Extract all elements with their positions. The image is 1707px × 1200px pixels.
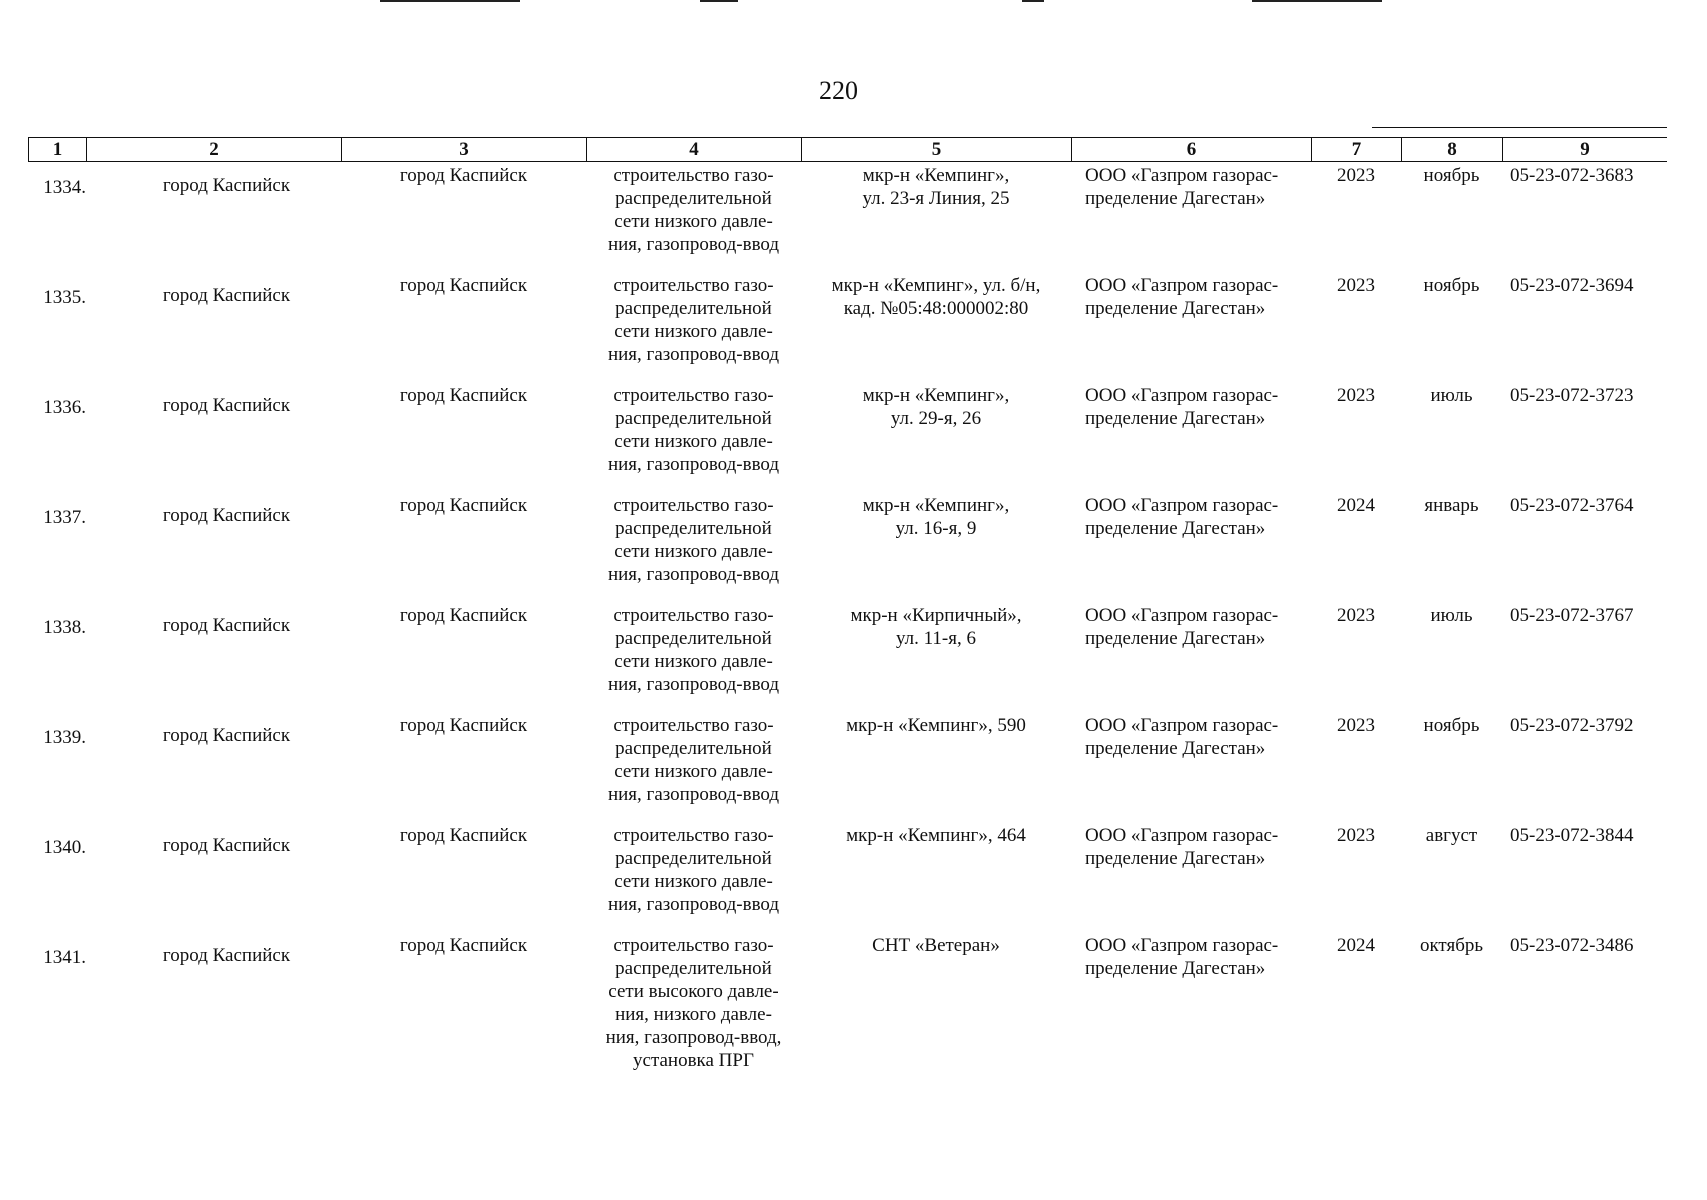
code-cell: 05-23-072-3683	[1510, 165, 1634, 186]
settlement-cell: город Каспийск	[399, 715, 528, 736]
row-number: 1340.	[43, 837, 86, 858]
organization-line: пределение Дагестан»	[1085, 408, 1266, 429]
work-line: строительство газо-	[613, 165, 774, 186]
address-line: мкр-н «Кемпинг», 464	[846, 825, 1026, 846]
work-line: ния, газопровод-ввод,	[605, 1027, 782, 1048]
year-cell: 2023	[1337, 385, 1375, 406]
row-number: 1334.	[43, 177, 86, 198]
work-line: сети высокого давле-	[608, 981, 779, 1002]
month-cell: октябрь	[1419, 935, 1484, 956]
code-cell: 05-23-072-3694	[1510, 275, 1634, 296]
table-row	[28, 492, 1667, 602]
district-cell: город Каспийск	[162, 505, 291, 526]
month-cell: январь	[1424, 495, 1479, 516]
work-line: ния, газопровод-ввод	[607, 344, 780, 365]
work-line: распределительной	[615, 738, 772, 759]
organization-cell	[1071, 712, 1311, 822]
year-cell: 2024	[1337, 495, 1375, 516]
organization-line: ООО «Газпром газорас-	[1085, 605, 1279, 626]
address-cell	[801, 382, 1071, 492]
work-line: строительство газо-	[613, 275, 774, 296]
organization-line: пределение Дагестан»	[1085, 628, 1266, 649]
settlement-cell: город Каспийск	[399, 165, 528, 186]
table-row	[28, 382, 1667, 492]
address-line: ул. 11-я, 6	[895, 628, 976, 649]
column-header: 5	[801, 137, 1071, 161]
work-line: распределительной	[615, 298, 772, 319]
row-number: 1341.	[43, 947, 86, 968]
month-cell: июль	[1430, 605, 1473, 626]
row-number: 1337.	[43, 507, 86, 528]
work-line: сети низкого давле-	[614, 431, 773, 452]
work-line: сети низкого давле-	[614, 871, 773, 892]
month-cell: июль	[1430, 385, 1473, 406]
district-cell: город Каспийск	[162, 835, 291, 856]
column-header: 2	[86, 137, 341, 161]
year-cell: 2023	[1337, 165, 1375, 186]
address-cell	[801, 932, 1071, 1082]
work-line: строительство газо-	[613, 605, 774, 626]
district-cell: город Каспийск	[162, 615, 291, 636]
address-cell	[801, 602, 1071, 712]
work-description-cell	[586, 162, 801, 272]
address-cell	[801, 162, 1071, 272]
year-cell: 2023	[1337, 275, 1375, 296]
row-number: 1335.	[43, 287, 86, 308]
address-line: мкр-н «Кемпинг»,	[862, 385, 1010, 406]
address-line: мкр-н «Кирпичный»,	[850, 605, 1022, 626]
work-description-cell	[586, 272, 801, 382]
organization-line: ООО «Газпром газорас-	[1085, 935, 1279, 956]
code-cell: 05-23-072-3792	[1510, 715, 1634, 736]
work-line: сети низкого давле-	[614, 541, 773, 562]
work-description-cell	[586, 932, 801, 1082]
work-line: распределительной	[615, 518, 772, 539]
table-top-rule	[1372, 127, 1667, 128]
table-row	[28, 822, 1667, 932]
address-line: мкр-н «Кемпинг», ул. б/н,	[831, 275, 1041, 296]
month-cell: ноябрь	[1423, 275, 1480, 296]
month-cell: ноябрь	[1423, 165, 1480, 186]
organization-line: ООО «Газпром газорас-	[1085, 275, 1279, 296]
organization-line: ООО «Газпром газорас-	[1085, 715, 1279, 736]
district-cell: город Каспийск	[162, 725, 291, 746]
page-number: 220	[819, 76, 858, 105]
month-cell: август	[1425, 825, 1478, 846]
table-header	[28, 137, 1667, 162]
work-line: строительство газо-	[613, 715, 774, 736]
month-cell: ноябрь	[1423, 715, 1480, 736]
work-line: ния, газопровод-ввод	[607, 454, 780, 475]
work-line: распределительной	[615, 408, 772, 429]
district-cell: город Каспийск	[162, 285, 291, 306]
column-header: 7	[1311, 137, 1401, 161]
address-line: мкр-н «Кемпинг», 590	[846, 715, 1026, 736]
address-line: СНТ «Ветеран»	[872, 935, 1000, 956]
district-cell: город Каспийск	[162, 945, 291, 966]
organization-line: пределение Дагестан»	[1085, 518, 1266, 539]
work-line: ния, газопровод-ввод	[607, 564, 780, 585]
address-cell	[801, 822, 1071, 932]
code-cell: 05-23-072-3767	[1510, 605, 1634, 626]
organization-line: ООО «Газпром газорас-	[1085, 825, 1279, 846]
work-line: строительство газо-	[613, 935, 774, 956]
work-line: распределительной	[615, 958, 772, 979]
organization-cell	[1071, 382, 1311, 492]
work-line: сети низкого давле-	[614, 651, 773, 672]
column-header: 9	[1502, 137, 1667, 161]
column-header: 3	[341, 137, 586, 161]
row-number: 1338.	[43, 617, 86, 638]
organization-line: ООО «Газпром газорас-	[1085, 165, 1279, 186]
data-table	[28, 137, 1667, 1082]
work-line: ния, газопровод-ввод	[607, 894, 780, 915]
table-row	[28, 162, 1667, 272]
settlement-cell: город Каспийск	[399, 275, 528, 296]
year-cell: 2023	[1337, 715, 1375, 736]
work-line: сети низкого давле-	[614, 321, 773, 342]
organization-cell	[1071, 272, 1311, 382]
work-line: строительство газо-	[613, 385, 774, 406]
settlement-cell: город Каспийск	[399, 825, 528, 846]
settlement-cell: город Каспийск	[399, 385, 528, 406]
organization-cell	[1071, 932, 1311, 1082]
organization-line: пределение Дагестан»	[1085, 738, 1266, 759]
table-row	[28, 712, 1667, 822]
organization-line: пределение Дагестан»	[1085, 298, 1266, 319]
column-header: 6	[1071, 137, 1311, 161]
work-line: сети низкого давле-	[614, 211, 773, 232]
address-line: ул. 29-я, 26	[890, 408, 982, 429]
organization-cell	[1071, 602, 1311, 712]
work-line: ния, газопровод-ввод	[607, 784, 780, 805]
scan-mark	[1022, 0, 1044, 2]
scan-mark	[1252, 0, 1382, 2]
organization-line: ООО «Газпром газорас-	[1085, 495, 1279, 516]
table-row	[28, 272, 1667, 382]
organization-cell	[1071, 492, 1311, 602]
address-line: ул. 23-я Линия, 25	[862, 188, 1010, 209]
code-cell: 05-23-072-3486	[1510, 935, 1634, 956]
settlement-cell: город Каспийск	[399, 605, 528, 626]
organization-line: пределение Дагестан»	[1085, 848, 1266, 869]
settlement-cell: город Каспийск	[399, 935, 528, 956]
organization-cell	[1071, 162, 1311, 272]
table-row	[28, 932, 1667, 1082]
work-description-cell	[586, 492, 801, 602]
work-line: ния, низкого давле-	[615, 1004, 772, 1025]
work-line: строительство газо-	[613, 495, 774, 516]
code-cell: 05-23-072-3723	[1510, 385, 1634, 406]
organization-line: ООО «Газпром газорас-	[1085, 385, 1279, 406]
district-cell: город Каспийск	[162, 175, 291, 196]
year-cell: 2023	[1337, 825, 1375, 846]
row-number: 1339.	[43, 727, 86, 748]
address-cell	[801, 712, 1071, 822]
work-line: установка ПРГ	[633, 1050, 754, 1071]
work-description-cell	[586, 712, 801, 822]
code-cell: 05-23-072-3764	[1510, 495, 1634, 516]
address-cell	[801, 272, 1071, 382]
work-line: ния, газопровод-ввод	[607, 674, 780, 695]
address-line: ул. 16-я, 9	[895, 518, 977, 539]
work-line: распределительной	[615, 848, 772, 869]
row-number: 1336.	[43, 397, 86, 418]
scan-mark	[700, 0, 738, 2]
address-line: кад. №05:48:000002:80	[843, 298, 1029, 319]
code-cell: 05-23-072-3844	[1510, 825, 1634, 846]
column-header: 4	[586, 137, 801, 161]
table-body	[28, 162, 1667, 1082]
work-line: строительство газо-	[613, 825, 774, 846]
work-line: ния, газопровод-ввод	[607, 234, 780, 255]
table-row	[28, 602, 1667, 712]
scan-mark	[380, 0, 520, 2]
column-header: 8	[1401, 137, 1502, 161]
settlement-cell: город Каспийск	[399, 495, 528, 516]
address-cell	[801, 492, 1071, 602]
organization-line: пределение Дагестан»	[1085, 958, 1266, 979]
work-line: распределительной	[615, 628, 772, 649]
address-line: мкр-н «Кемпинг»,	[862, 495, 1010, 516]
year-cell: 2023	[1337, 605, 1375, 626]
organization-cell	[1071, 822, 1311, 932]
column-header: 1	[28, 137, 86, 161]
address-line: мкр-н «Кемпинг»,	[862, 165, 1010, 186]
work-line: распределительной	[615, 188, 772, 209]
year-cell: 2024	[1337, 935, 1375, 956]
work-description-cell	[586, 602, 801, 712]
organization-line: пределение Дагестан»	[1085, 188, 1266, 209]
work-description-cell	[586, 382, 801, 492]
work-description-cell	[586, 822, 801, 932]
district-cell: город Каспийск	[162, 395, 291, 416]
work-line: сети низкого давле-	[614, 761, 773, 782]
